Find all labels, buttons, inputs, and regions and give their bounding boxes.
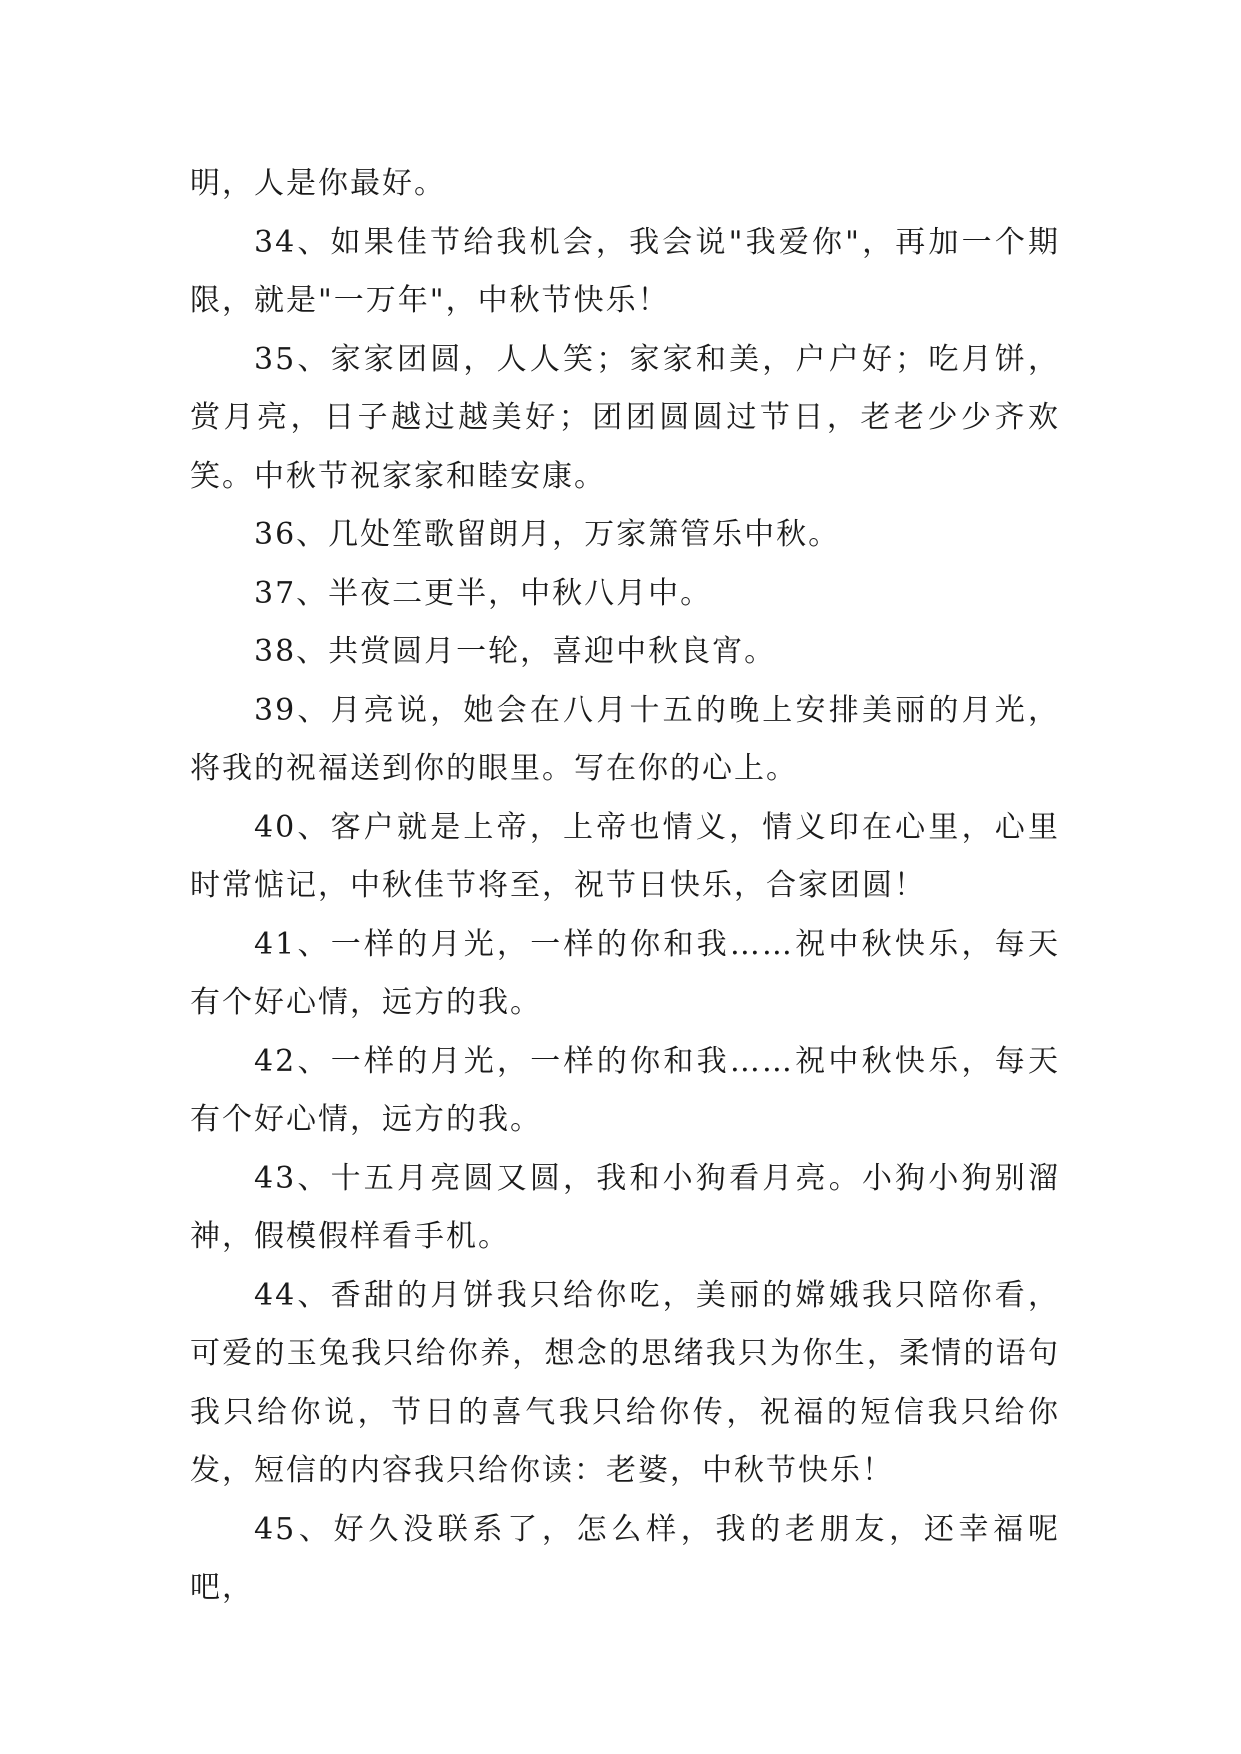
document-body bbox=[190, 155, 1060, 1618]
paragraph-43: 43、十五月亮圆又圆，我和小狗看月亮。小狗小狗别溜神，假模假样看手机。 bbox=[190, 1160, 1060, 1254]
paragraph-36: 36、几处笙歌留朗月，万家箫管乐中秋。 bbox=[254, 517, 841, 552]
paragraph-42: 42、一样的月光，一样的你和我……祝中秋快乐，每天有个好心情，远方的我。 bbox=[190, 1043, 1060, 1137]
paragraph-40: 40、客户就是上帝，上帝也情义，情义印在心里，心里时常惦记，中秋佳节将至，祝节日快乐，合家团圆！ bbox=[190, 809, 1060, 903]
paragraph-35: 35、家家团圆，人人笑；家家和美，户户好；吃月饼，赏月亮，日子越过越美好；团团圆圆过节日，老老少少齐欢笑。中秋节祝家家和睦安康。 bbox=[190, 341, 1060, 494]
paragraph-45: 45、好久没联系了，怎么样，我的老朋友，还幸福呢吧， bbox=[190, 1511, 1060, 1605]
paragraph-41: 41、一样的月光，一样的你和我……祝中秋快乐，每天有个好心情，远方的我。 bbox=[190, 926, 1060, 1020]
paragraph-39: 39、月亮说，她会在八月十五的晚上安排美丽的月光，将我的祝福送到你的眼里。写在你的心上。 bbox=[190, 692, 1060, 786]
paragraph-continuation: 明，人是你最好。 bbox=[190, 166, 446, 201]
paragraph-38: 38、共赏圆月一轮，喜迎中秋良宵。 bbox=[254, 634, 777, 669]
paragraph-37: 37、半夜二更半，中秋八月中。 bbox=[254, 575, 713, 611]
paragraph-44: 44、香甜的月饼我只给你吃，美丽的嫦娥我只陪你看，可爱的玉兔我只给你养，想念的思绪我只为你生，柔情的语句我只给你说，节日的喜气我只给你传，祝福的短信我只给你发，短信的内容我只给你读：老婆，中秋节快乐！ bbox=[190, 1277, 1060, 1488]
paragraph-34: 34、如果佳节给我机会，我会说"我爱你"，再加一个期限，就是"一万年"，中秋节快乐！ bbox=[190, 224, 1060, 318]
